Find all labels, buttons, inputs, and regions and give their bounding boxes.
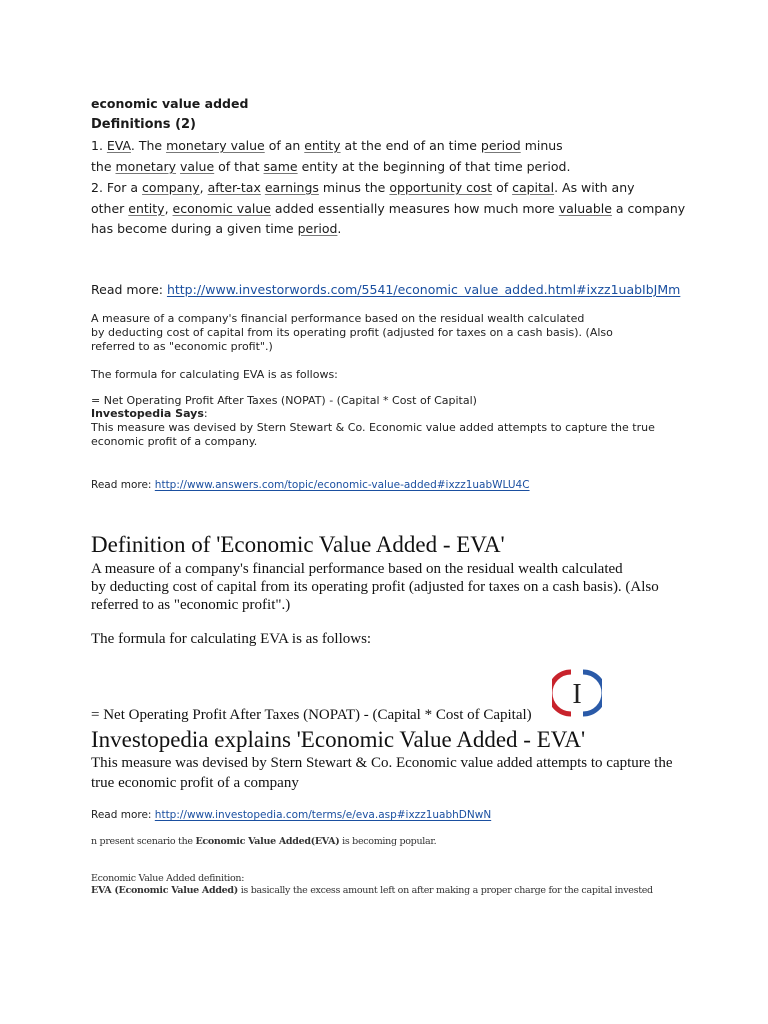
link-monetary[interactable]: monetary	[115, 159, 177, 174]
eva-definition-label: Economic Value Added definition:	[91, 873, 245, 884]
says-line-1: This measure was devised by Stern Stewart & Co. Economic value added attempts to capture the true	[91, 421, 655, 434]
measure-line-2: by deducting cost of capital from its operating profit (adjusted for taxes on a cash basis). (Also	[91, 326, 613, 339]
definition-line-3: 2. For a company, after-tax earnings minus the opportunity cost of capital. As with any	[91, 180, 635, 195]
explains-line-1: This measure was devised by Stern Stewart & Co. Economic value added attempts to capture the	[91, 755, 673, 771]
link-earnings[interactable]: earnings	[264, 180, 319, 195]
investorwords-link[interactable]: http://www.investorwords.com/5541/economic_value_added.html#ixzz1uabIbJMm	[166, 282, 681, 297]
explains-line-2: true economic profit of a company	[91, 775, 299, 791]
read-more-answers: Read more: http://www.answers.com/topic/economic-value-added#ixzz1uabWLU4C	[91, 479, 530, 491]
term-title: economic value added	[91, 96, 249, 111]
says-line-2: economic profit of a company.	[91, 435, 258, 448]
def-formula-intro: The formula for calculating EVA is as follows:	[91, 631, 372, 647]
definition-heading: Definition of 'Economic Value Added - EVA'	[91, 532, 505, 557]
read-more-investorwords: Read more: http://www.investorwords.com/5541/economic_value_added.html#ixzz1uabIbJMm	[91, 282, 681, 297]
logo-letter: I	[572, 679, 582, 710]
def-line-1: A measure of a company's financial performance based on the residual wealth calculated	[91, 561, 623, 577]
link-capital[interactable]: capital	[512, 180, 555, 195]
present-scenario: n present scenario the Economic Value Added(EVA) is becoming popular.	[91, 836, 437, 847]
measure-line-1: A measure of a company's financial performance based on the residual wealth calculated	[91, 312, 585, 325]
link-eva[interactable]: EVA	[106, 138, 131, 153]
formula: = Net Operating Profit After Taxes (NOPAT) - (Capital * Cost of Capital)	[91, 394, 477, 407]
def-line-3: referred to as "economic profit".)	[91, 597, 291, 613]
link-entity-2[interactable]: entity	[128, 201, 165, 216]
link-after-tax[interactable]: after-tax	[207, 180, 261, 195]
explains-heading: Investopedia explains 'Economic Value Added - EVA'	[91, 727, 586, 752]
formula-intro: The formula for calculating EVA is as follows:	[91, 368, 338, 381]
definitions-heading: Definitions (2)	[91, 117, 197, 132]
link-monetary-value[interactable]: monetary value	[166, 138, 265, 153]
eva-definition-text: EVA (Economic Value Added) is basically the excess amount left on after making a proper charge for the capital invested	[91, 885, 653, 896]
definition-line-2: the monetary value of that same entity at the beginning of that time period.	[91, 159, 571, 174]
link-period-2[interactable]: period	[297, 221, 338, 236]
investopedia-logo	[552, 668, 602, 718]
link-same[interactable]: same	[263, 159, 298, 174]
def-line-2: by deducting cost of capital from its operating profit (adjusted for taxes on a cash basis). (Also	[91, 579, 659, 595]
link-economic-value[interactable]: economic value	[172, 201, 271, 216]
definition-line-4: other entity, economic value added essentially measures how much more valuable a company	[91, 201, 686, 216]
read-more-investopedia: Read more: http://www.investopedia.com/terms/e/eva.asp#ixzz1uabhDNwN	[91, 809, 492, 821]
link-company[interactable]: company	[142, 180, 200, 195]
measure-line-3: referred to as "economic profit".)	[91, 340, 273, 353]
investopedia-says: Investopedia Says:	[91, 407, 208, 420]
investopedia-link[interactable]: http://www.investopedia.com/terms/e/eva.asp#ixzz1uabhDNwN	[154, 809, 492, 821]
link-opportunity-cost[interactable]: opportunity cost	[389, 180, 493, 195]
link-entity[interactable]: entity	[304, 138, 341, 153]
def-formula: = Net Operating Profit After Taxes (NOPAT) - (Capital * Cost of Capital)	[91, 707, 532, 723]
definition-line-1: 1. EVA. The monetary value of an entity at the end of an time period minus	[91, 138, 563, 153]
link-valuable[interactable]: valuable	[558, 201, 612, 216]
link-period[interactable]: period	[480, 138, 521, 153]
definition-line-5: has become during a given time period.	[91, 221, 342, 236]
link-value[interactable]: value	[180, 159, 215, 174]
answers-link[interactable]: http://www.answers.com/topic/economic-value-added#ixzz1uabWLU4C	[154, 479, 530, 491]
